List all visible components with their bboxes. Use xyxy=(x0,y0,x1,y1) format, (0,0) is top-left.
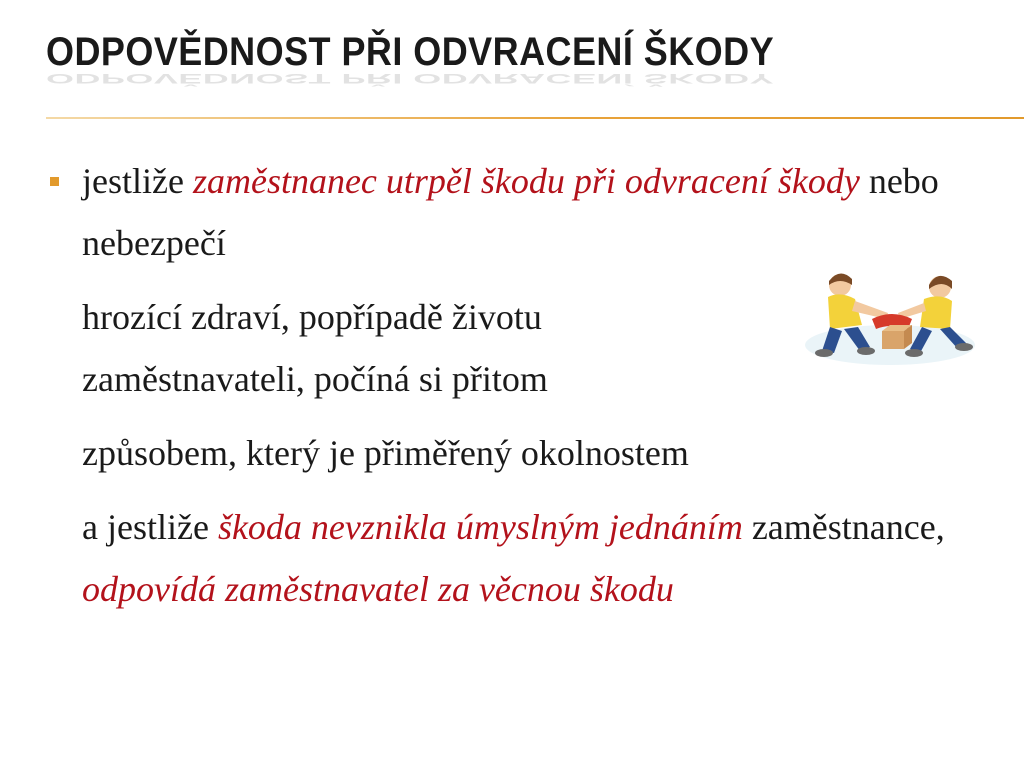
square-bullet-icon xyxy=(50,177,59,186)
text-line: zaměstnavateli, počíná si přitom xyxy=(82,359,548,399)
highlight-run: odpovídá zaměstnavatel za věcnou škodu xyxy=(82,569,674,609)
slide-title-reflection: ODPOVĚDNOST PŘI ODVRACENÍ ŠKODY xyxy=(46,70,775,86)
first-aid-rescue-icon xyxy=(800,255,980,370)
text-run: jestliže xyxy=(82,161,193,201)
slide-title: ODPOVĚDNOST PŘI ODVRACENÍ ŠKODY xyxy=(46,30,775,74)
highlight-run: zaměstnanec utrpěl škodu při odvracení škody xyxy=(192,161,860,201)
text-run: zaměstnance, xyxy=(742,507,945,547)
highlight-run: škoda nevznikla úmyslným jednáním xyxy=(217,507,743,547)
text-line: hrozící zdraví, popřípadě životu xyxy=(82,297,542,337)
paragraph-4 xyxy=(82,496,962,620)
title-divider xyxy=(46,117,1024,119)
slide-body xyxy=(82,150,962,620)
text-run: a jestliže xyxy=(82,507,218,547)
paragraph-3: způsobem, který je přiměřený okolnostem xyxy=(82,433,689,473)
text-run: nebo nebezpečí xyxy=(82,161,939,263)
